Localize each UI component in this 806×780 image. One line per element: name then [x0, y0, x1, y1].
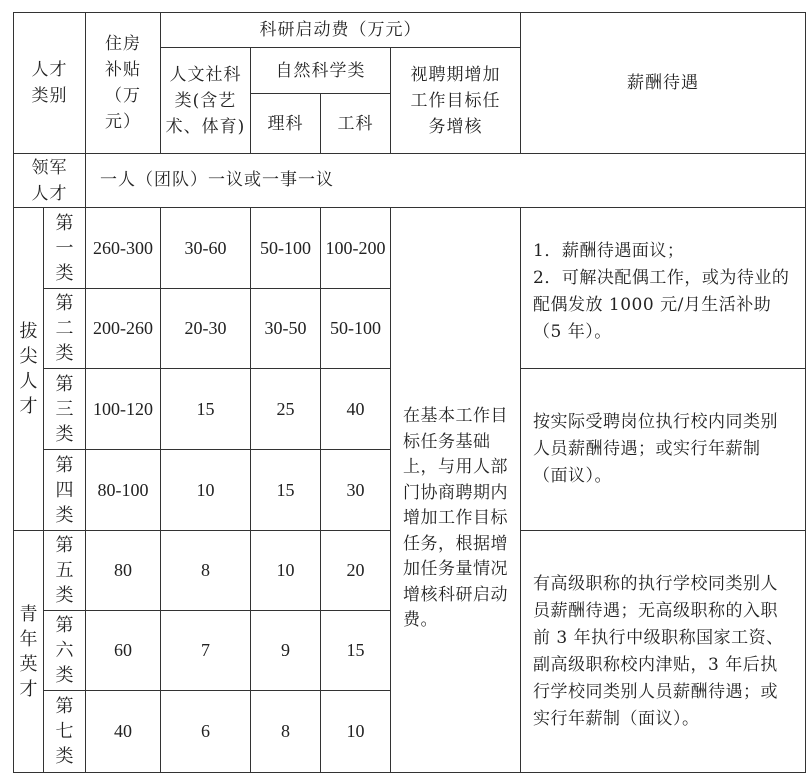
level-char: 类	[55, 665, 74, 686]
extra-description: 在基本工作目标任务基础上，与用人部门协商聘期内增加工作目标任务，根据增加任务量情况增核科研启动费。	[391, 208, 521, 773]
group-char: 英	[19, 653, 38, 675]
header-category-line1: 人才	[31, 60, 68, 80]
group-young-talent	[14, 531, 44, 773]
level-char: 类	[55, 504, 74, 526]
science-cell: 8	[251, 691, 321, 773]
header-housing	[86, 13, 161, 154]
level-cell	[44, 691, 86, 773]
level-char: 第	[55, 615, 74, 636]
level-char: 第	[55, 696, 74, 717]
level-cell	[44, 450, 86, 531]
group-char: 尖	[19, 346, 38, 367]
salary-tier2: 按实际受聘岗位执行校内同类别人员薪酬待遇；或实行年薪制（面议）。	[521, 369, 806, 531]
salary-tier3: 有高级职称的执行学校同类别人员薪酬待遇；无高级职称的入职前 3 年执行中级职称国家工资、副高级职称校内津贴，3 年后执行学校同类别人员薪酬待遇；或实行年薪制（面议）。	[521, 531, 806, 773]
level-char: 类	[55, 343, 74, 364]
header-humanities-line: 人文社科	[169, 64, 242, 85]
level-cell	[44, 208, 86, 289]
level-cell	[44, 369, 86, 450]
header-housing-line: 元）	[105, 112, 141, 132]
level-char: 二	[55, 318, 74, 339]
level-char: 第	[55, 373, 74, 395]
salary-tier1-line: 2．可解决配偶工作，或为待业的配偶发放 1000 元/月生活补助（5 年）。	[533, 268, 790, 342]
engineering-cell: 20	[321, 531, 391, 611]
engineering-cell: 30	[321, 450, 391, 531]
science-cell: 9	[251, 611, 321, 691]
level-char: 七	[55, 721, 74, 742]
science-cell: 25	[251, 369, 321, 450]
group-char: 才	[19, 396, 38, 417]
housing-cell: 40	[86, 691, 161, 773]
science-cell: 30-50	[251, 289, 321, 369]
humanities-cell: 20-30	[161, 289, 251, 369]
engineering-cell: 15	[321, 611, 391, 691]
engineering-cell: 10	[321, 691, 391, 773]
humanities-cell: 8	[161, 531, 251, 611]
level-char: 第	[55, 454, 74, 476]
level-char: 四	[55, 479, 74, 501]
housing-cell: 80-100	[86, 450, 161, 531]
housing-cell: 260-300	[86, 208, 161, 289]
science-cell: 15	[251, 450, 321, 531]
talent-policy-table	[13, 12, 806, 773]
group-char: 拔	[19, 321, 38, 342]
level-char: 五	[55, 560, 74, 581]
header-startup-fund: 科研启动费（万元）	[161, 13, 521, 48]
header-science: 理科	[251, 94, 321, 154]
humanities-cell: 10	[161, 450, 251, 531]
humanities-cell: 7	[161, 611, 251, 691]
header-extra-line: 工作目标任	[410, 90, 501, 111]
header-engineering: 工科	[321, 94, 391, 154]
level-char: 第	[55, 535, 74, 556]
group-char: 年	[19, 628, 38, 650]
housing-cell: 100-120	[86, 369, 161, 450]
header-extra-line: 视聘期增加	[410, 64, 501, 85]
level-char: 类	[55, 423, 74, 445]
group-char: 才	[19, 678, 38, 700]
level-char: 类	[55, 262, 74, 284]
level-char: 六	[55, 640, 74, 661]
level-char: 一	[55, 237, 74, 259]
salary-tier1	[521, 208, 806, 369]
group-char: 人	[19, 371, 38, 392]
engineering-cell: 100-200	[321, 208, 391, 289]
level-char: 第	[55, 293, 74, 314]
header-housing-line: （万	[105, 86, 141, 106]
science-cell: 10	[251, 531, 321, 611]
header-humanities-line: 类(含艺	[174, 90, 237, 111]
group-char: 青	[19, 603, 38, 625]
header-extra	[391, 48, 521, 154]
level-char: 第	[55, 212, 74, 234]
housing-cell: 60	[86, 611, 161, 691]
header-housing-line: 补贴	[105, 60, 141, 80]
level-char: 类	[55, 746, 74, 767]
header-extra-line: 务增核	[428, 116, 483, 137]
header-category-line2: 类别	[31, 86, 68, 106]
leader-text: 一人（团队）一议或一事一议	[86, 154, 806, 208]
level-char: 类	[55, 585, 74, 606]
level-cell	[44, 289, 86, 369]
engineering-cell: 40	[321, 369, 391, 450]
header-housing-line: 住房	[105, 34, 141, 54]
humanities-cell: 30-60	[161, 208, 251, 289]
engineering-cell: 50-100	[321, 289, 391, 369]
header-humanities-line: 术、体育)	[165, 116, 246, 137]
leader-label	[14, 154, 86, 208]
housing-cell: 80	[86, 531, 161, 611]
level-cell	[44, 611, 86, 691]
group-top-talent	[14, 208, 44, 531]
leader-label-line: 领军	[31, 157, 68, 178]
level-char: 三	[55, 398, 74, 420]
header-salary: 薪酬待遇	[521, 13, 806, 154]
humanities-cell: 15	[161, 369, 251, 450]
housing-cell: 200-260	[86, 289, 161, 369]
header-humanities	[161, 48, 251, 154]
humanities-cell: 6	[161, 691, 251, 773]
header-natural-science: 自然科学类	[251, 48, 391, 94]
salary-tier1-line: 1．薪酬待遇面议；	[533, 241, 685, 261]
science-cell: 50-100	[251, 208, 321, 289]
level-cell	[44, 531, 86, 611]
leader-label-line: 人才	[31, 183, 68, 204]
header-category	[14, 13, 86, 154]
